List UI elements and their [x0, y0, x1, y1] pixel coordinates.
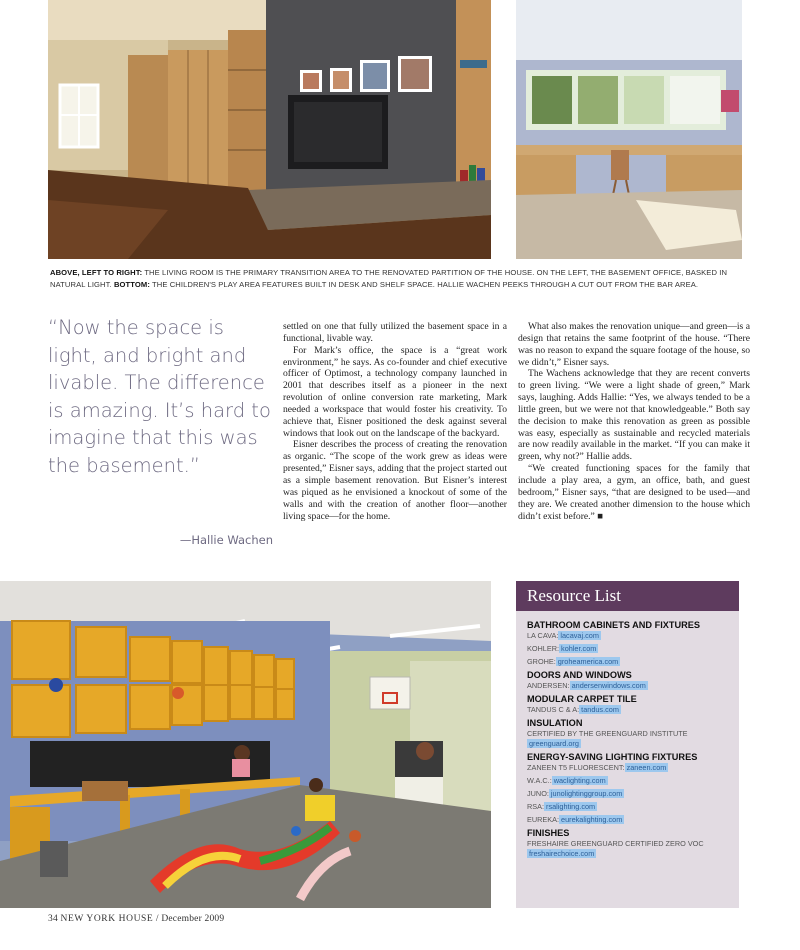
- pull-quote: “Now the space is light, and bright and livable. The difference is amazing. It’s hard to imagine that this was the basement.”: [48, 316, 271, 477]
- issue-date: / December 2009: [155, 914, 225, 924]
- resource-item: [527, 631, 737, 641]
- article-paragraph: What also makes the renovation unique—and green—is a design that retains the same footprint of the house. “There was no reason to expand the square footage of the house, so we didn’t,” Eisner says.: [518, 321, 750, 368]
- resource-item-name: GROHE:: [527, 657, 556, 666]
- resource-link[interactable]: tandus.com: [581, 705, 619, 714]
- photo-caption: [50, 267, 750, 291]
- resource-item-name: FRESHAIRE GREENGUARD CERTIFIED ZERO VOC: [527, 839, 704, 848]
- resource-item: [527, 644, 737, 654]
- article-paragraph: For Mark’s office, the space is a “great work environment,” he says. As co-founder and chief executive officer of Optimost, a technology company launched in 2001 that describes itself as a pioneer in the next revolution of online conversion rate marketing, Mark needed a workspace that would foster his creativity. To achieve that, Eisner positioned the desk against several windows that look out on the landscape of the backyard.: [283, 344, 507, 439]
- pull-quote-attribution: —Hallie Wachen: [179, 533, 273, 547]
- resource-item: [527, 763, 737, 773]
- resource-link[interactable]: groheamerica.com: [557, 657, 619, 666]
- caption-lead-2: BOTTOM:: [113, 280, 150, 289]
- resource-item-name: ANDERSEN:: [527, 681, 570, 690]
- living-room-photo: [48, 0, 491, 259]
- resource-item: [527, 657, 737, 667]
- resource-item-name: KOHLER:: [527, 644, 560, 653]
- article-column-1: [283, 321, 507, 522]
- resource-item: [527, 802, 737, 812]
- resource-item-name: RSA:: [527, 802, 545, 811]
- resource-item: [527, 815, 737, 825]
- resource-item: [527, 839, 737, 859]
- resource-item: [527, 776, 737, 786]
- resource-link[interactable]: greenguard.org: [529, 739, 579, 748]
- resource-item-name: EUREKA:: [527, 815, 560, 824]
- magazine-name: NEW YORK HOUSE: [60, 914, 154, 924]
- caption-lead-1: ABOVE, LEFT TO RIGHT:: [50, 268, 143, 277]
- resource-link[interactable]: freshairechoice.com: [529, 849, 595, 858]
- resource-item-name: JUNO:: [527, 789, 549, 798]
- resource-link[interactable]: andersenwindows.com: [571, 681, 646, 690]
- resource-item: [527, 705, 737, 715]
- resource-link[interactable]: rsalighting.com: [546, 802, 596, 811]
- page-footer: [48, 914, 224, 924]
- resource-list-body: [527, 620, 737, 862]
- resource-link[interactable]: junolightinggroup.com: [550, 789, 623, 798]
- resource-category: BATHROOM CABINETS AND FIXTURES: [527, 620, 701, 630]
- resource-item: [527, 789, 737, 799]
- resource-category: DOORS AND WINDOWS: [527, 670, 632, 680]
- resource-item-name: TANDUS C & A:: [527, 705, 580, 714]
- resource-item-name: W.A.C.:: [527, 776, 552, 785]
- resource-link[interactable]: zaneen.com: [626, 763, 667, 772]
- article-paragraph: “We created functioning spaces for the family that include a play area, a gym, an office, bath, and guest bedroom,” Eisner says, “that are designed to be used—and they are. We created another dimension to the house which didn’t exist before.” ■: [518, 463, 750, 522]
- resource-category: MODULAR CARPET TILE: [527, 694, 637, 704]
- page-number: 34: [48, 914, 58, 924]
- resource-category: INSULATION: [527, 718, 583, 728]
- resource-item: [527, 681, 737, 691]
- resource-list: [516, 581, 739, 908]
- resource-item: [527, 729, 737, 749]
- caption-text-2: THE CHILDREN'S PLAY AREA FEATURES BUILT IN DESK AND SHELF SPACE. HALLIE WACHEN PEEKS THROUGH A CUT OUT FROM THE BAR AREA.: [149, 280, 699, 289]
- caption-text-1: THE LIVING ROOM IS THE PRIMARY TRANSITION AREA TO THE RENOVATED PARTITION OF THE HOUSE. ON THE LEFT, THE BASEMENT OFFICE, BASKED IN NATURAL LIGHT.: [50, 268, 728, 289]
- resource-category: FINISHES: [527, 828, 570, 838]
- resource-item-name: CERTIFIED BY THE GREENGUARD INSTITUTE: [527, 729, 688, 738]
- resource-item-name: LA CAVA:: [527, 631, 559, 640]
- resource-list-title: Resource List: [516, 581, 739, 611]
- basement-office-photo: [516, 0, 742, 259]
- resource-link[interactable]: kohler.com: [561, 644, 597, 653]
- article-column-2: [518, 321, 750, 522]
- play-area-photo: [0, 581, 491, 908]
- resource-item-name: ZANEEN T5 FLUORESCENT:: [527, 763, 625, 772]
- resource-category: ENERGY-SAVING LIGHTING FIXTURES: [527, 752, 698, 762]
- resource-link[interactable]: lacavaj.com: [560, 631, 599, 640]
- resource-link[interactable]: waclighting.com: [553, 776, 606, 785]
- article-paragraph: The Wachens acknowledge that they are recent converts to green living. “We were a light shade of green,” Mark says, laughing. Adds Hallie: “Yes, we always tended to be a little green, but we were not that knowledgeable.” Both say the decision to make this renovation as green as possible was easy, especially as sustainable and recycled materials are now readily available in the market. “If you can make it green, why not?” Hallie adds.: [518, 368, 750, 463]
- article-paragraph: settled on one that fully utilized the basement space in a functional, livable way.: [283, 321, 507, 344]
- resource-link[interactable]: eurekalighting.com: [561, 815, 623, 824]
- article-paragraph: Eisner describes the process of creating the renovation as organic. “The scope of the work grew as ideas were presented,” Eisner says, adding that the project started out as a simple basement renovation. But Eisner’s interest was piqued as he envisioned a knockout of some of the walls and with the creation of another floor—another living space—for the home.: [283, 439, 507, 522]
